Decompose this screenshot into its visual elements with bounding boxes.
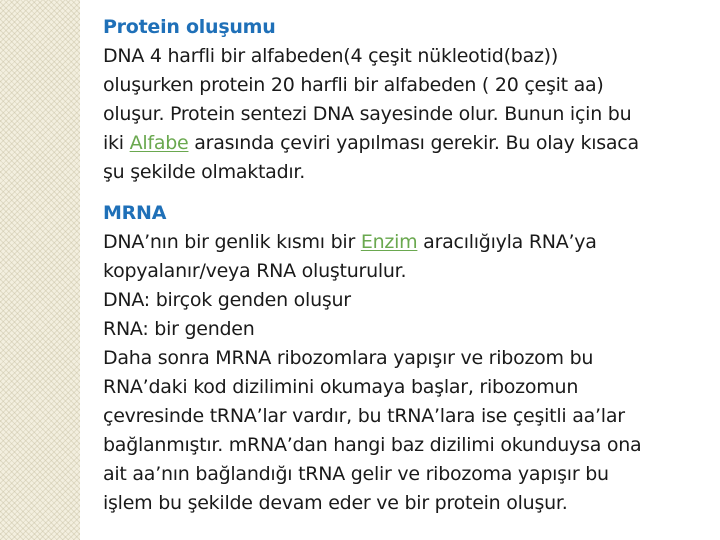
text-line: oluşurken protein 20 harfli bir alfabeden ( 20 çeşit aa) [103,74,604,96]
text-fragment: iki [103,132,130,154]
text-line: çevresinde tRNA’lar vardır, bu tRNA’lara ise çeşitli aa’lar [103,405,625,427]
text-line-with-link [103,129,715,158]
section-title-protein: Protein oluşumu [103,16,276,38]
text-line: oluşur. Protein sentezi DNA sayesinde olur. Bunun için bu [103,103,632,125]
text-line: bağlanmıştır. mRNA’dan hangi baz dizilimi okunduysa ona [103,434,642,456]
text-line: Daha sonra MRNA ribozomlara yapışır ve ribozom bu [103,347,594,369]
text-line: RNA’daki kod dizilimini okumaya başlar, ribozomun [103,376,579,398]
section-protein-olusumu [103,13,715,187]
text-line: DNA 4 harfli bir alfabeden(4 çeşit nükleotid(baz)) [103,45,559,67]
text-fragment: aracılığıyla RNA’ya [417,231,597,253]
section-mrna [103,199,715,518]
text-fragment: arasında çeviri yapılması gerekir. Bu olay kısaca [188,132,639,154]
text-line: kopyalanır/veya RNA oluşturulur. [103,260,407,282]
slide-content [103,13,715,518]
section-title-mrna: MRNA [103,202,167,224]
section-spacer [103,187,715,199]
text-line: ait aa’nın bağlandığı tRNA gelir ve ribozoma yapışır bu [103,463,609,485]
text-line: DNA: birçok genden oluşur [103,289,351,311]
enzim-link[interactable]: Enzim [360,231,418,253]
decorative-side-strip [0,0,80,540]
text-line: işlem bu şekilde devam eder ve bir protein oluşur. [103,492,568,514]
text-line: RNA: bir genden [103,318,255,340]
text-fragment: DNA’nın bir genlik kısmı bir [103,231,361,253]
alfabe-link[interactable]: Alfabe [129,132,189,154]
text-line: şu şekilde olmaktadır. [103,161,306,183]
text-line-with-link [103,228,715,257]
